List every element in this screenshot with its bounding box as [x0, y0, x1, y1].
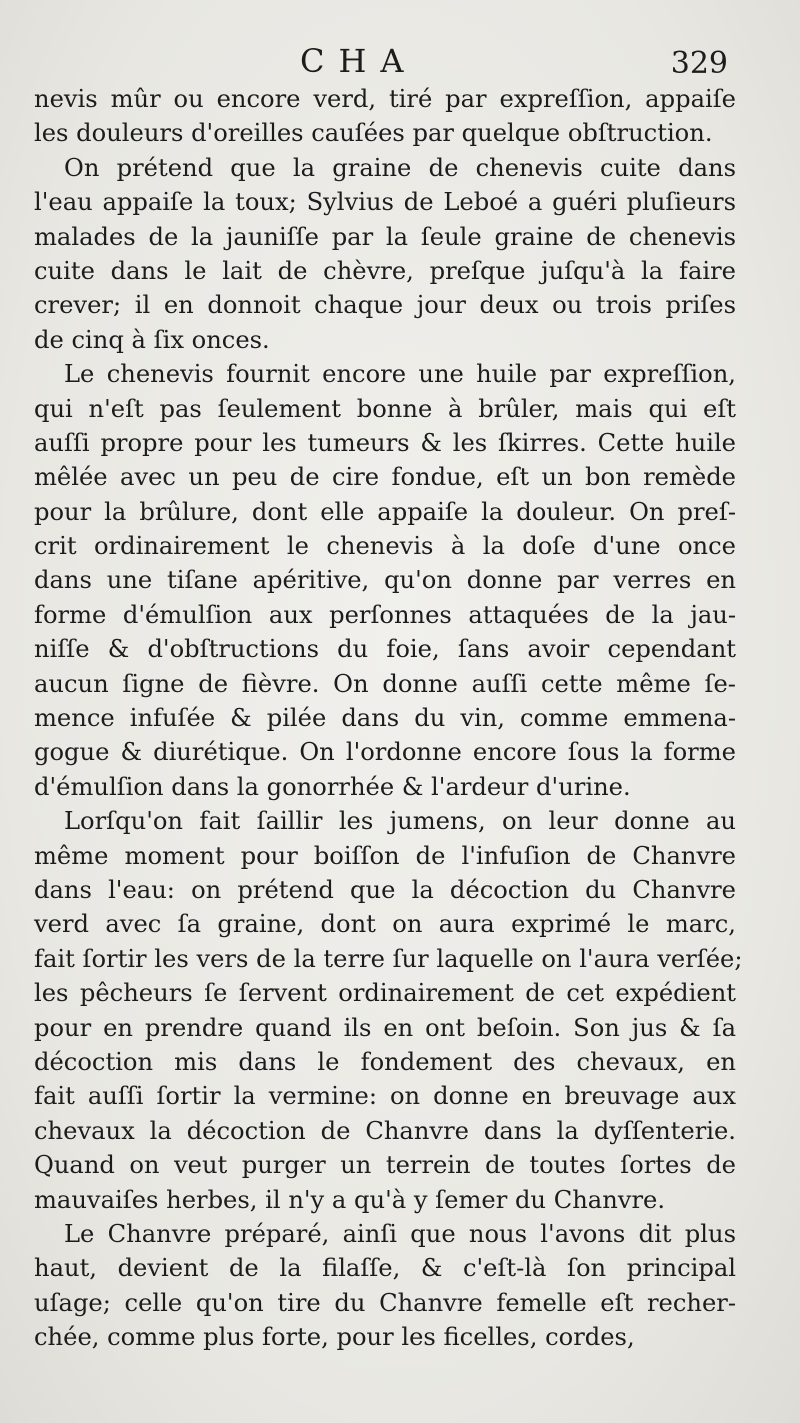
text-line: mêlée avec un peu de cire fondue, eſt un bon remède — [34, 463, 736, 492]
text-line: nevis mûr ou encore verd, tiré par expreſſion, appaiſe — [34, 85, 736, 113]
paragraph — [34, 82, 736, 151]
paragraph — [34, 357, 736, 804]
text-line: auſſi propre pour les tumeurs & les ſkirres. Cette huile — [34, 428, 736, 457]
text-line: mence infuſée & pilée dans du vin, comme emmena- — [34, 704, 736, 733]
text-line: fait ſortir les vers de la terre ſur laquelle on l'aura verſée; — [34, 944, 743, 973]
text-line: de cinq à ſix onces. — [34, 325, 270, 354]
paragraph — [34, 804, 743, 1217]
text-line: Le chenevis fournit encore une huile par expreſſion, — [64, 360, 736, 389]
text-line: les pêcheurs ſe ſervent ordinairement de cet expédient — [34, 979, 736, 1008]
page-number: 329 — [670, 46, 728, 81]
text-line: décoction mis dans le fondement des chevaux, en — [34, 1047, 736, 1076]
text-line: gogue & diurétique. On l'ordonne encore ſous la forme — [34, 738, 736, 767]
text-line: d'émulſion dans la gonorrhée & l'ardeur d'urine. — [34, 772, 631, 801]
paragraph — [34, 1217, 736, 1355]
text-line: uſage; celle qu'on tire du Chanvre femelle eſt recher- — [34, 1288, 736, 1317]
text-line: pour la brûlure, dont elle appaiſe la douleur. On preſ- — [34, 497, 736, 526]
text-line: On prétend que la graine de chenevis cuite dans — [64, 153, 736, 182]
text-line: Lorſqu'on fait ſaillir les jumens, on leur donne au — [64, 807, 736, 836]
text-line: qui n'eſt pas ſeulement bonne à brûler, mais qui eſt — [34, 394, 736, 423]
text-line: dans une tiſane apéritive, qu'on donne par verres en — [34, 566, 736, 595]
text-line: niſſe & d'obſtructions du foie, ſans avoir cependant — [34, 635, 736, 664]
text-line: pour en prendre quand ils en ont beſoin. Son jus & ſa — [34, 1013, 736, 1042]
text-line: chevaux la décoction de Chanvre dans la dyſſenterie. — [34, 1116, 736, 1145]
text-line: cuite dans le lait de chèvre, preſque juſqu'à la faire — [34, 256, 736, 285]
text-line: aucun ſigne de fièvre. On donne auſſi cette même ſe- — [34, 669, 736, 698]
text-line: haut, devient de la filaſſe, & c'eſt-là ſon principal — [34, 1254, 736, 1283]
page-header — [0, 38, 800, 82]
text-line: crever; il en donnoit chaque jour deux ou trois priſes — [34, 291, 736, 320]
paragraph — [34, 151, 736, 357]
text-line: Quand on veut purger un terrein de toutes ſortes de — [34, 1151, 736, 1180]
text-line: les douleurs d'oreilles cauſées par quelque obſtruction. — [34, 119, 713, 148]
text-line: fait auſſi ſortir la vermine: on donne en breuvage aux — [34, 1082, 736, 1111]
text-line: même moment pour boiſſon de l'infuſion de Chanvre — [34, 841, 736, 870]
body-text — [34, 82, 743, 1354]
text-line: mauvaiſes herbes, il n'y a qu'à y ſemer du Chanvre. — [34, 1185, 666, 1214]
text-line: malades de la jauniſſe par la ſeule graine de chenevis — [34, 222, 736, 251]
text-line: chée, comme plus forte, pour les ficelles, cordes, — [34, 1323, 635, 1352]
text-line: crit ordinairement le chenevis à la doſe d'une once — [34, 532, 736, 561]
text-line: l'eau appaiſe la toux; Sylvius de Leboé a guéri pluſieurs — [34, 188, 736, 217]
text-line: Le Chanvre préparé, ainſi que nous l'avons dit plus — [64, 1219, 736, 1248]
text-line: verd avec ſa graine, dont on aura exprimé le marc, — [34, 910, 736, 939]
text-line: dans l'eau: on prétend que la décoction du Chanvre — [34, 875, 736, 904]
text-line: forme d'émulſion aux perſonnes attaquées de la jau- — [34, 600, 736, 629]
running-head: CHA — [300, 42, 418, 80]
